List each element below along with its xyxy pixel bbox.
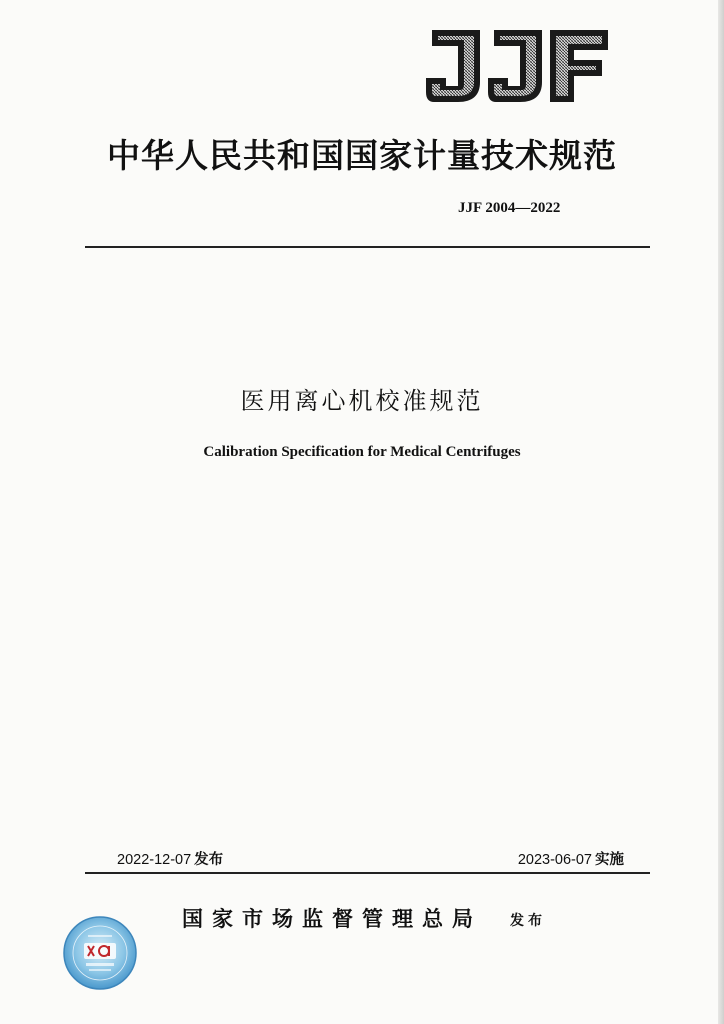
issue-date: 2022-12-07 <box>117 852 192 868</box>
anti-counterfeit-seal-icon <box>62 915 138 991</box>
jjf-logo <box>424 26 610 108</box>
effective-date: 2023-06-07 <box>517 852 592 868</box>
page-edge-shadow <box>718 0 724 1024</box>
publisher-name: 国家市场监督管理总局 <box>182 906 482 931</box>
issue-date-line <box>117 848 223 869</box>
document-code: JJF 2004—2022 <box>458 200 561 216</box>
publisher-suffix: 发布 <box>510 913 546 929</box>
footer-divider <box>85 872 650 874</box>
issue-label: 发布 <box>194 852 224 868</box>
header-divider <box>85 246 650 248</box>
effective-label: 实施 <box>595 852 624 868</box>
series-title: 中华人民共和国国家计量技术规范 <box>107 136 617 175</box>
effective-date-line <box>518 848 624 869</box>
document-title-english: Calibration Specification for Medical Centrifuges <box>203 444 521 460</box>
document-title-chinese: 医用离心机校准规范 <box>240 387 484 415</box>
